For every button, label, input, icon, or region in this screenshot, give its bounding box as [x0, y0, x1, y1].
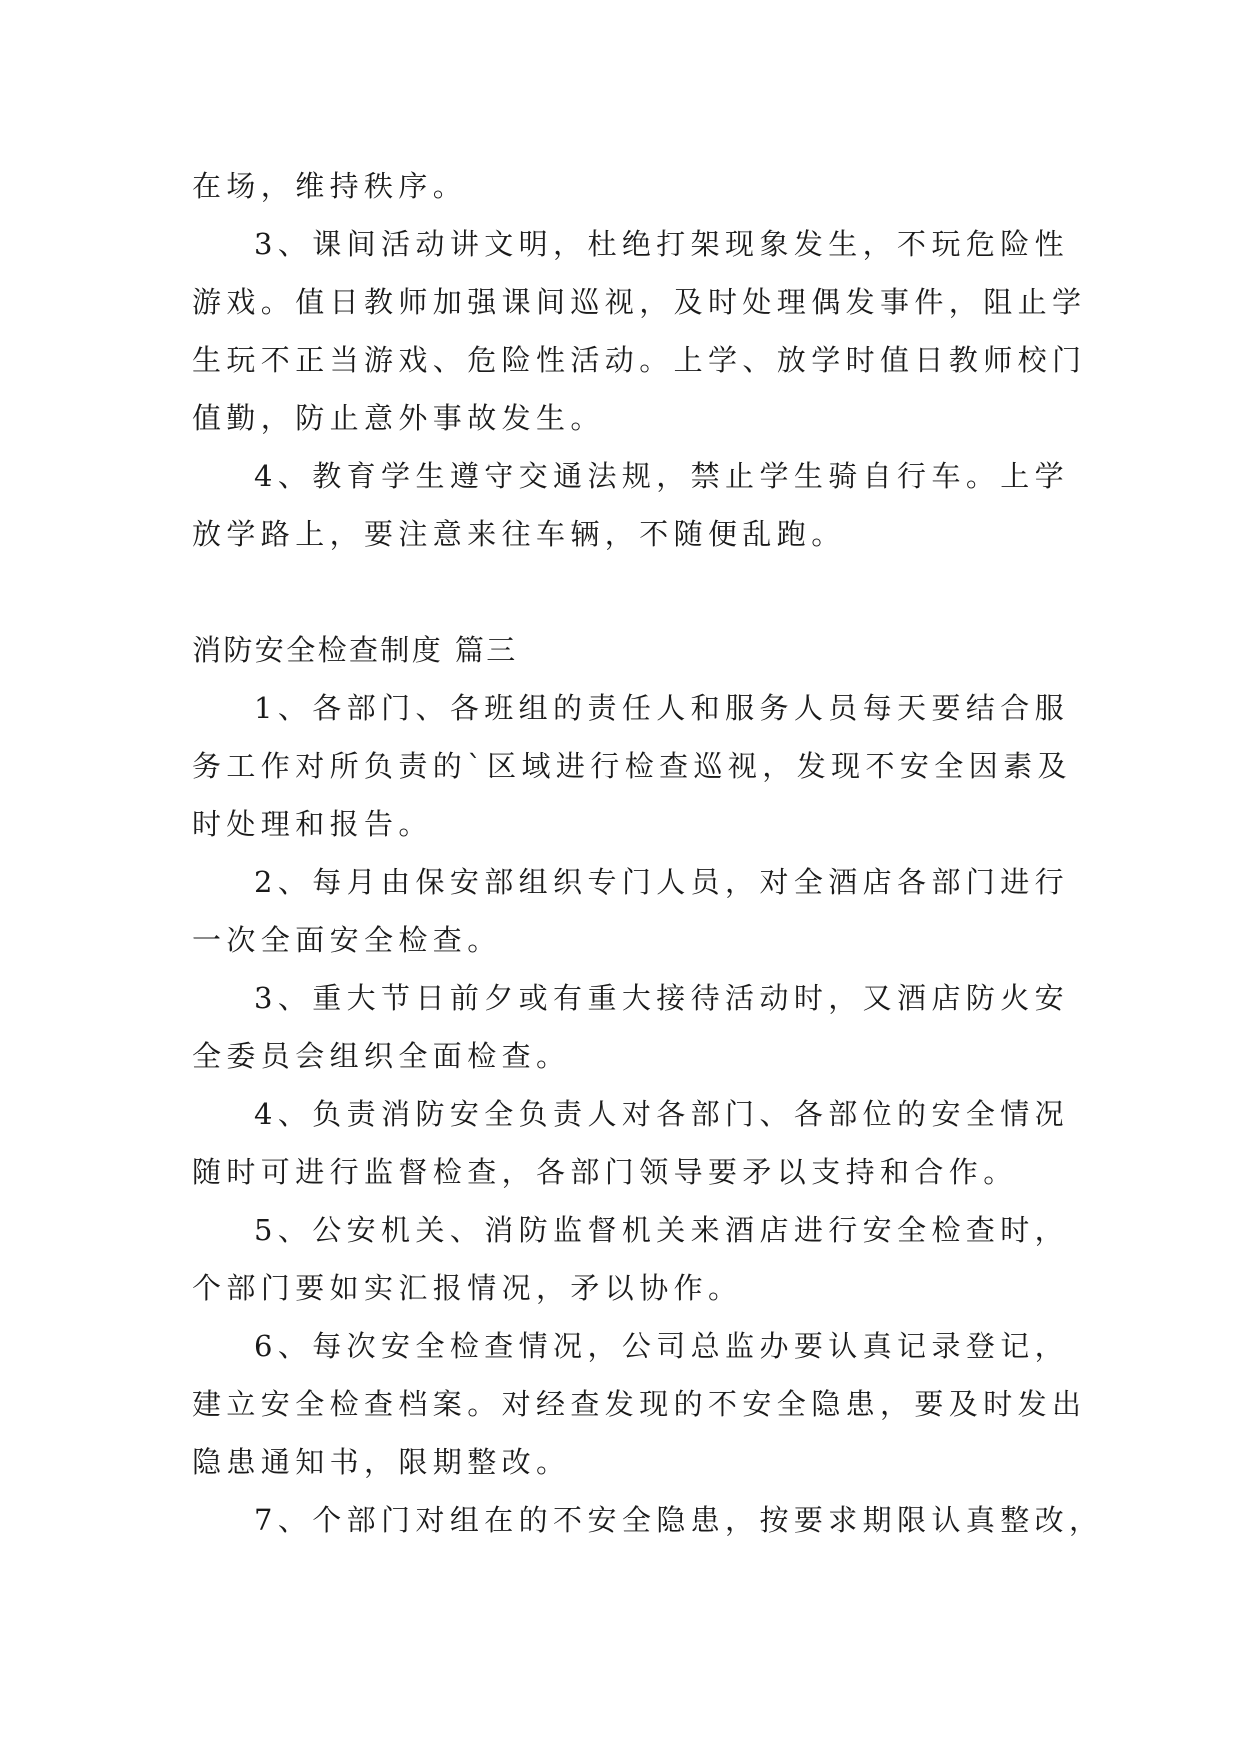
text-line: 个部门要如实汇报情况，矛以协作。 — [192, 1271, 743, 1305]
text-line: 在场，维持秩序。 — [192, 169, 468, 203]
text-line: 生玩不正当游戏、危险性活动。上学、放学时值日教师校门 — [192, 343, 1087, 377]
paragraph-start-line: 4、负责消防安全负责人对各部门、各部位的安全情况 — [254, 1097, 1070, 1131]
paragraph-start-line: 2、每月由保安部组织专门人员，对全酒店各部门进行 — [254, 865, 1070, 899]
text-line: 建立安全检查档案。对经查发现的不安全隐患，要及时发出 — [192, 1387, 1087, 1421]
text-line: 值勤，防止意外事故发生。 — [192, 401, 605, 435]
paragraph-start-line: 6、每次安全检查情况，公司总监办要认真记录登记， — [254, 1329, 1070, 1363]
section-heading: 消防安全检查制度 篇三 — [192, 633, 518, 667]
section-spacer — [192, 563, 1072, 621]
text-line: 一次全面安全检查。 — [192, 923, 502, 957]
text-line: 全委员会组织全面检查。 — [192, 1039, 571, 1073]
paragraph-start-line: 5、公安机关、消防监督机关来酒店进行安全检查时， — [254, 1213, 1070, 1247]
text-line: 游戏。值日教师加强课间巡视，及时处理偶发事件，阻止学 — [192, 285, 1087, 319]
text-line: 随时可进行监督检查，各部门领导要矛以支持和合作。 — [192, 1155, 1018, 1189]
text-line: 时处理和报告。 — [192, 807, 433, 841]
paragraph-start-line: 3、课间活动讲文明，杜绝打架现象发生，不玩危险性 — [254, 227, 1070, 261]
paragraph-start-line: 7、个部门对组在的不安全隐患，按要求期限认真整改， — [254, 1503, 1104, 1537]
text-line: 隐患通知书，限期整改。 — [192, 1445, 571, 1479]
text-line: 务工作对所负责的`区域进行检查巡视，发现不安全因素及 — [192, 749, 1072, 783]
paragraph-start-line: 3、重大节日前夕或有重大接待活动时，又酒店防火安 — [254, 981, 1070, 1015]
document-body — [192, 157, 1104, 1549]
text-line: 放学路上，要注意来往车辆，不随便乱跑。 — [192, 517, 846, 551]
paragraph-start-line: 4、教育学生遵守交通法规，禁止学生骑自行车。上学 — [254, 459, 1070, 493]
paragraph-start-line: 1、各部门、各班组的责任人和服务人员每天要结合服 — [254, 691, 1070, 725]
